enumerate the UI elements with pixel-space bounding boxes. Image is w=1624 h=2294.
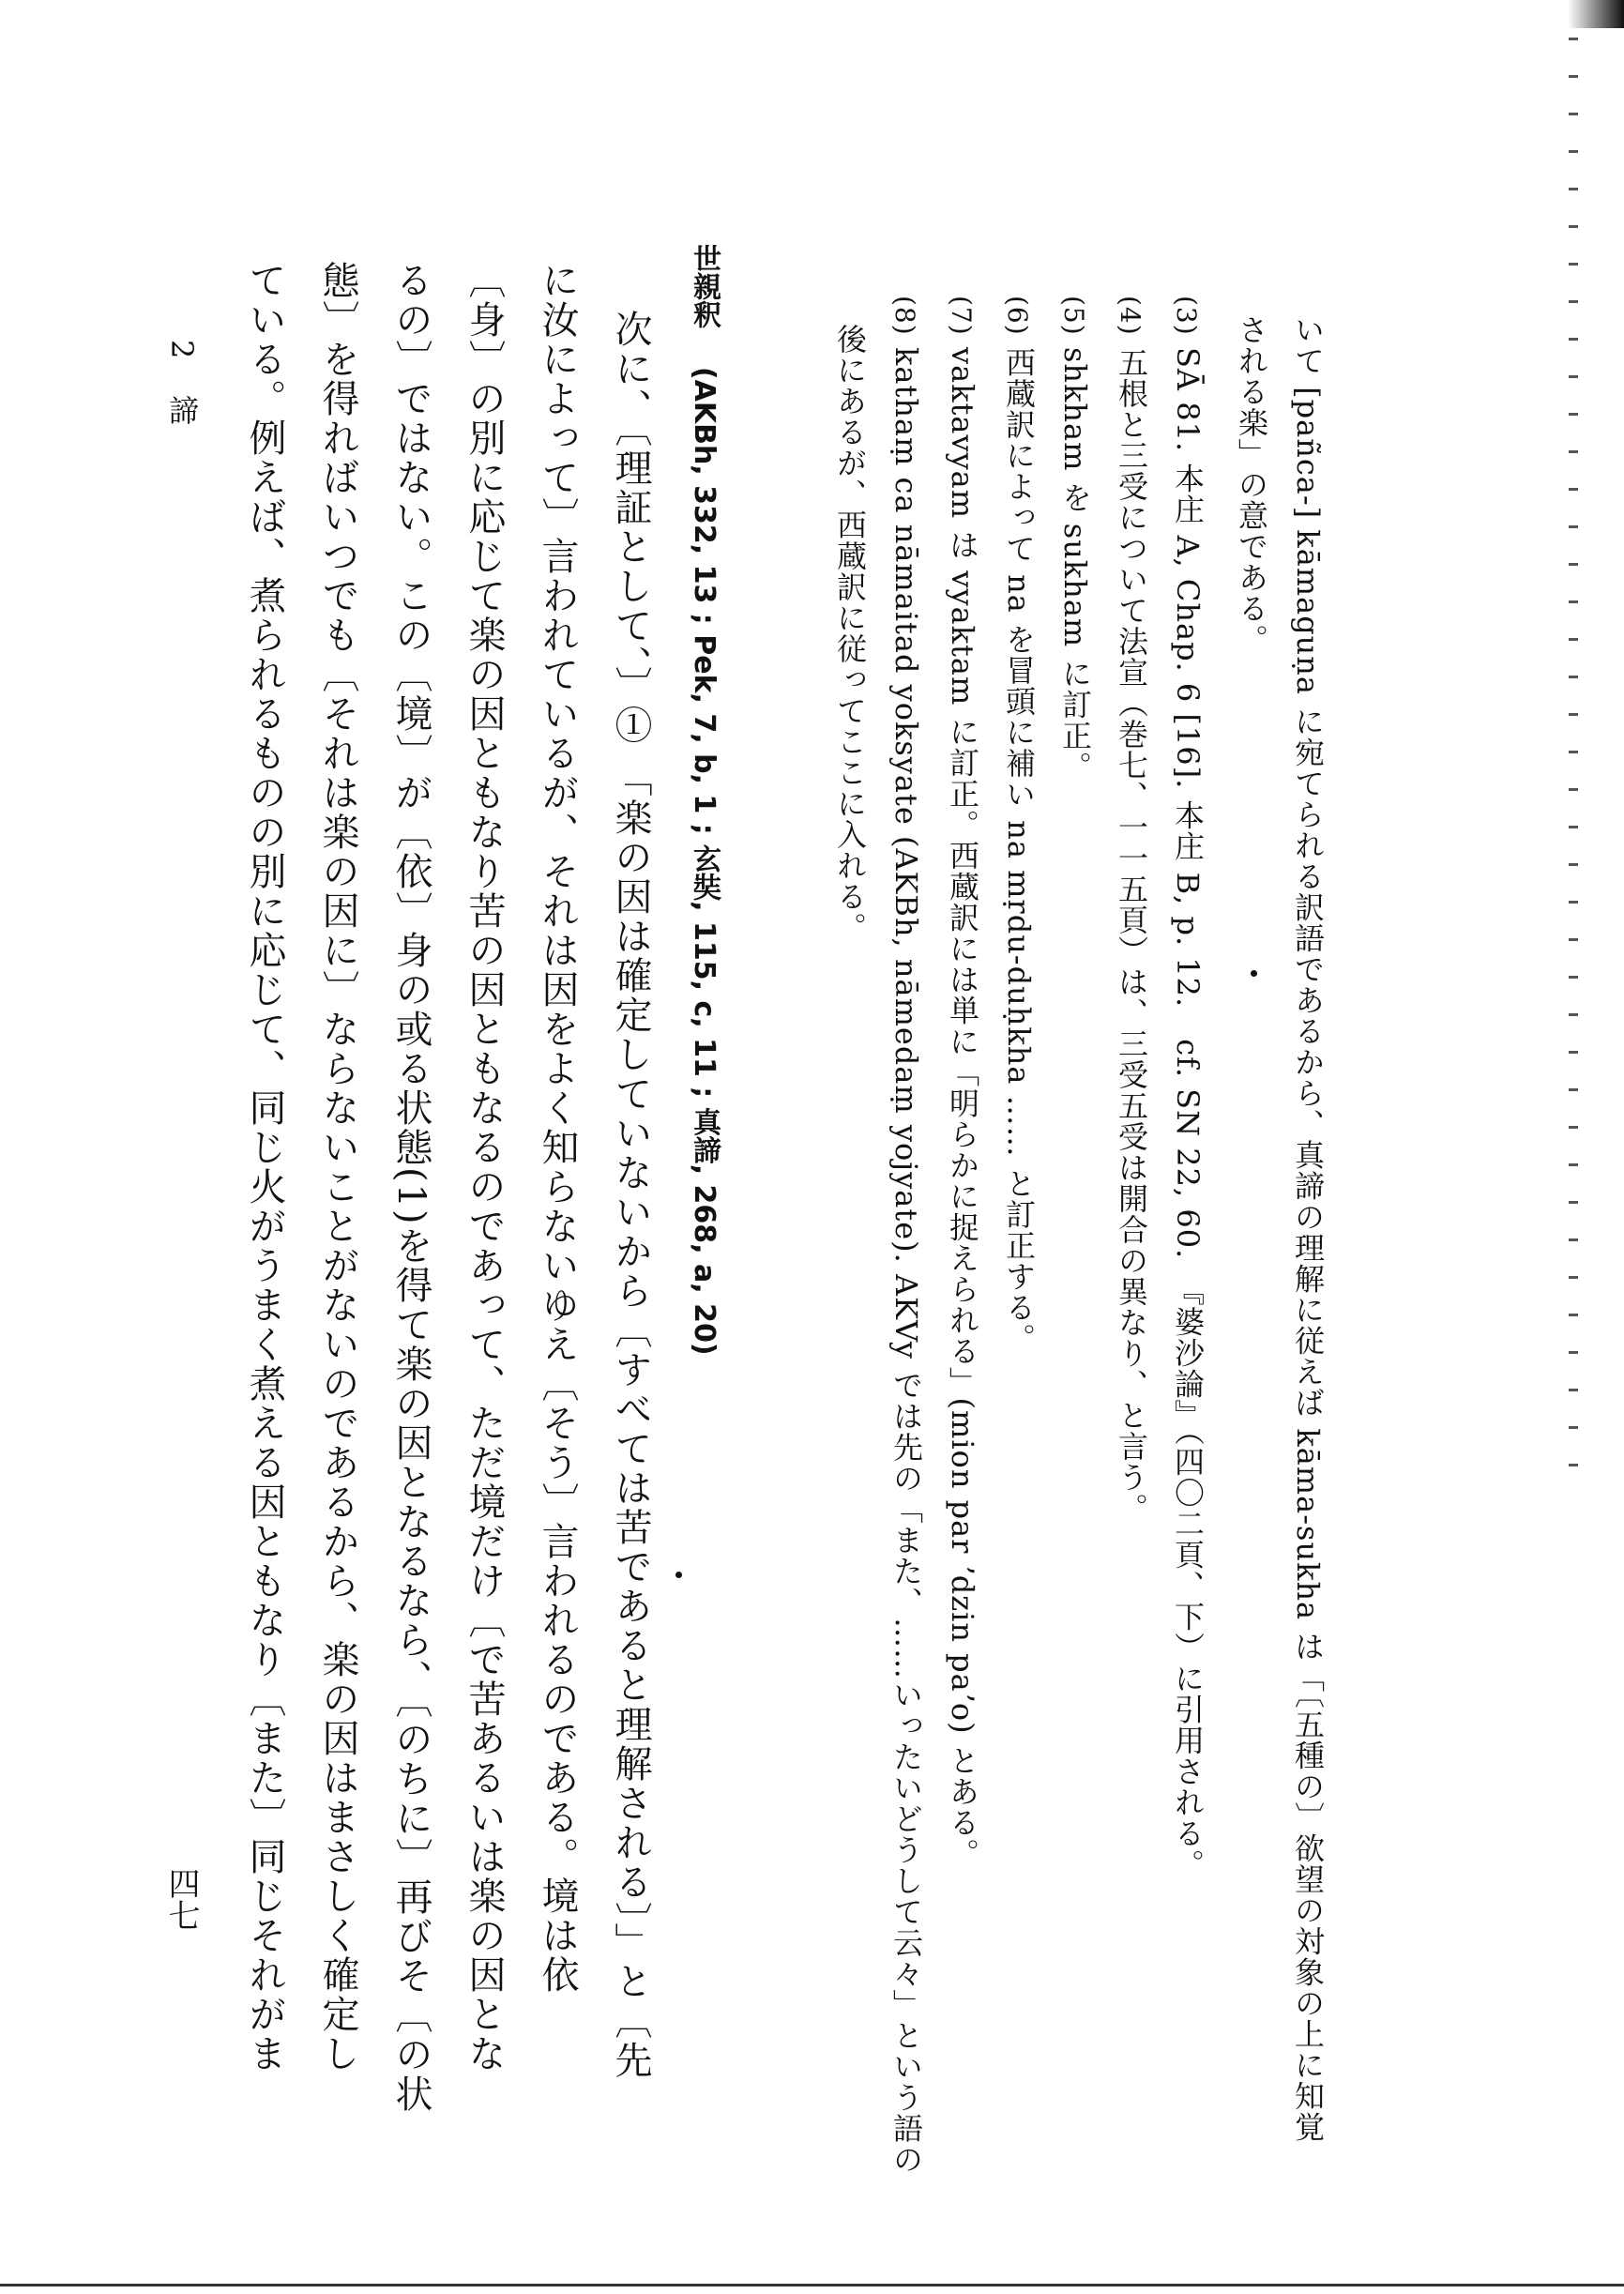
stray-dot [675, 1572, 682, 1578]
chapter-number: 2 [164, 340, 200, 359]
main-text-line: るの〕ではない。この〔境〕が〔依〕身の或る状態(1)を得て楽の因となるなら、〔のちに〕再びそ〔の状 [389, 261, 433, 2114]
main-text-line: ている。例えば、煮られるものの別に応じて、同じ火がうまく煮える因ともなり〔また〕同じそれがま [243, 261, 286, 2074]
footnote-text: 五根と三受について法宣（巻七、一一五頁）は、三受五受は開合の異なり、と言う。 [1114, 347, 1149, 1524]
footnote-number: (3) [1171, 296, 1202, 336]
footnote-number: (8) [889, 296, 920, 336]
main-text-line: 〔身〕の別に応じて楽の因ともなり苦の因ともなるのであって、ただ境だけ〔で苦あるいは楽の因とな [463, 261, 506, 2074]
section-heading [688, 244, 721, 1356]
footnote-number: (4) [1115, 296, 1146, 336]
footnote-text: shkham を sukham に訂正。 [1057, 347, 1093, 782]
scan-bottom-edge [0, 2284, 1624, 2286]
footnote-continued-line-2: される楽」の意である。 [1234, 314, 1269, 655]
main-text-line: 次に、〔理証として、〕① 「楽の因は確定していないから〔すべては苦であると理解される〕」と〔先 [609, 310, 652, 2080]
footnote-number: (6) [1002, 296, 1033, 336]
footnote-number: (5) [1058, 296, 1089, 336]
main-text-line: に汝によって〕言われているが、それは因をよく知らないゆえ〔そう〕言われるのである。境は依 [536, 261, 579, 1995]
section-label: 世親釈 [688, 244, 721, 328]
scan-margin-marks [1569, 38, 1578, 1501]
footnote-text: kathaṃ ca nāmaitad yoksyate (AKBh, nāmedaṃ yojyate). AKVy では先の「また、……いったいどうして云々」という語の [888, 347, 924, 2176]
section-reference: (AKBh, 332, 13 ; Pek, 7, b, 1 ; 玄奘, 115, c, 11 ; 真諦, 268, a, 20) [688, 366, 721, 1356]
stray-dot [1251, 970, 1257, 977]
footnote-text: 後にあるが、西蔵訳に従ってここに入れる。 [832, 324, 868, 943]
chapter-title: 諦 [164, 394, 200, 425]
footnote-text: vaktavyam は vyaktam に訂正。西蔵訳には単に「明らかに捉えられる」(mion par ʼdzin paʼo) とある。 [945, 347, 980, 1869]
page-number: 四七 [162, 1867, 200, 1931]
footnote-continued-line-1: いて [pañca-] kāmaguṇa に宛てられる訳語であるから、真諦の理解に従えば kāma-sukha は「〔五種の〕欲望の対象の上に知覚 [1290, 314, 1326, 2143]
running-head [164, 340, 200, 425]
main-text-line: 態〕を得ればいつでも〔それは楽の因に〕ならないことがないのであるから、楽の因はまさしく確定し [316, 261, 359, 2074]
footnote-number: (7) [946, 296, 977, 336]
footnote-text: SĀ 81. 本庄 A, Chap. 6 [16]. 本庄 B, p. 12. cf. SN 22, 60. 『婆沙論』（四〇二頁、下）に引用される。 [1170, 347, 1206, 1880]
scan-edge-shadow [1568, 0, 1624, 28]
footnote-text: 西蔵訳によって na を冒頭に補い na mṛdu-duḥkha …… と訂正する。 [1001, 347, 1037, 1354]
